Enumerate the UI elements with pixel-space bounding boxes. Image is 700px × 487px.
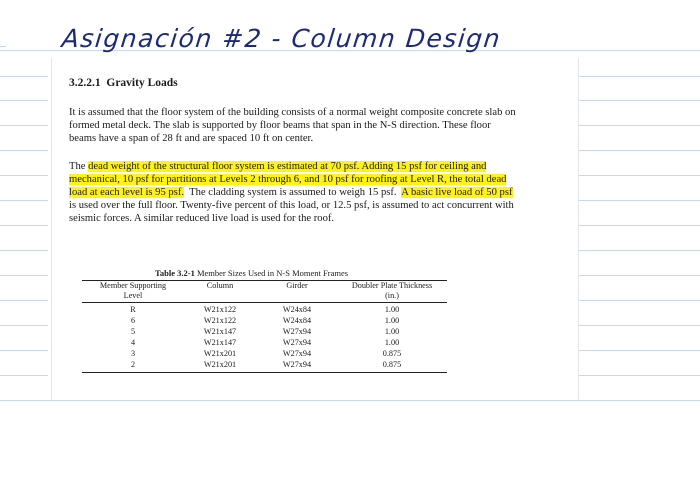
ruled-line: [578, 250, 700, 251]
cell-girder: W27x94: [282, 349, 312, 358]
ruled-line: [578, 350, 700, 351]
header-text: Doubler Plate Thickness: [351, 281, 433, 290]
text-line: [69, 186, 569, 199]
section-heading: [69, 77, 178, 89]
ruled-line: [578, 375, 700, 376]
cell-girder: W24x84: [282, 316, 312, 325]
text-line: [69, 173, 569, 186]
cell-column: W21x201: [203, 360, 237, 369]
section-number: 3.2.2.1: [69, 77, 101, 89]
header-girder: Girder: [286, 281, 308, 290]
cell-level: R: [130, 305, 136, 314]
ruled-line: [578, 175, 700, 176]
paragraph-loads: [69, 160, 569, 225]
ruled-line: [0, 350, 48, 351]
cell-column: W21x122: [203, 305, 237, 314]
cell-column: W21x147: [203, 338, 237, 347]
cell-level: 6: [130, 316, 136, 325]
cell-plate: 0.875: [382, 349, 402, 358]
ruled-line: [0, 100, 48, 101]
margin-mark: [0, 46, 6, 47]
cell-level: 3: [130, 349, 136, 358]
table-caption: [155, 268, 348, 278]
cell-column: W21x147: [203, 327, 237, 336]
text-run: The: [69, 161, 89, 172]
cell-level: 2: [130, 360, 136, 369]
ruled-line: [0, 400, 700, 401]
ruled-line: [0, 200, 48, 201]
cell-plate: 0.875: [382, 360, 402, 369]
ruled-line: [578, 100, 700, 101]
ruled-line: [0, 300, 48, 301]
ruled-line: [578, 200, 700, 201]
ruled-line: [0, 225, 48, 226]
handwritten-title: Asignación #2 - Column Design: [60, 24, 503, 53]
text-line: beams have a span of 28 ft and are spaced 10 ft on center.: [69, 133, 314, 144]
text-line: It is assumed that the floor system of the building consists of a normal weight composite concrete slab on: [69, 107, 516, 118]
table-number: Table 3.2-1: [155, 268, 195, 278]
cell-girder: W27x94: [282, 327, 312, 336]
ruled-line: [0, 175, 48, 176]
text-line: seismic forces. A similar reduced live load is used for the roof.: [69, 213, 335, 224]
ruled-line: [0, 150, 48, 151]
highlighted-text: mechanical, 10 psf for partitions at Levels 2 through 6, and 10 psf for roofing at Level R, the total dead: [69, 174, 507, 185]
highlighted-text: A basic live load of 50 psf: [401, 187, 513, 198]
header-text: Member Supporting: [99, 281, 167, 290]
ruled-line: [0, 250, 48, 251]
ruled-line: [578, 300, 700, 301]
cell-plate: 1.00: [384, 327, 400, 336]
header-level: [84, 281, 182, 301]
ruled-line: [578, 325, 700, 326]
ruled-line: [0, 275, 48, 276]
cell-level: 4: [130, 338, 136, 347]
text-line: formed metal deck. The slab is supported by floor beams that span in the N-S direction. These floor: [69, 120, 491, 131]
ruled-line: [0, 375, 48, 376]
text-line: is used over the full floor. Twenty-five percent of this load, or 12.5 psf, is assumed to act concurrent with: [69, 200, 514, 211]
ruled-line: [578, 275, 700, 276]
ruled-line: [578, 225, 700, 226]
table-header-rule: [82, 302, 447, 303]
text-run: The cladding system is assumed to weigh 15 psf.: [184, 187, 402, 198]
ruled-line: [578, 150, 700, 151]
ruled-line: [0, 125, 48, 126]
cell-level: 5: [130, 327, 136, 336]
section-title: Gravity Loads: [106, 77, 178, 89]
highlighted-text: load at each level is 95 psf.: [69, 187, 185, 198]
ruled-line: [578, 76, 700, 77]
cell-girder: W27x94: [282, 360, 312, 369]
ruled-line: [578, 125, 700, 126]
cell-plate: 1.00: [384, 338, 400, 347]
header-text: Level: [123, 291, 143, 300]
cell-column: W21x201: [203, 349, 237, 358]
header-plate: [333, 281, 451, 301]
header-text: (in.): [385, 291, 399, 300]
cell-plate: 1.00: [384, 305, 400, 314]
text-line: [69, 160, 569, 173]
cell-plate: 1.00: [384, 316, 400, 325]
cell-girder: W24x84: [282, 305, 312, 314]
table-caption-text: Member Sizes Used in N-S Moment Frames: [194, 268, 349, 278]
cell-girder: W27x94: [282, 338, 312, 347]
ruled-line: [0, 325, 48, 326]
paragraph-intro: [69, 106, 569, 145]
highlighted-text: dead weight of the structural floor system is estimated at 70 psf. Adding 15 psf for ceiling and: [88, 161, 487, 172]
header-column: Column: [206, 281, 234, 290]
cell-column: W21x122: [203, 316, 237, 325]
table-bottom-rule: [82, 372, 447, 373]
ruled-line: [0, 76, 48, 77]
